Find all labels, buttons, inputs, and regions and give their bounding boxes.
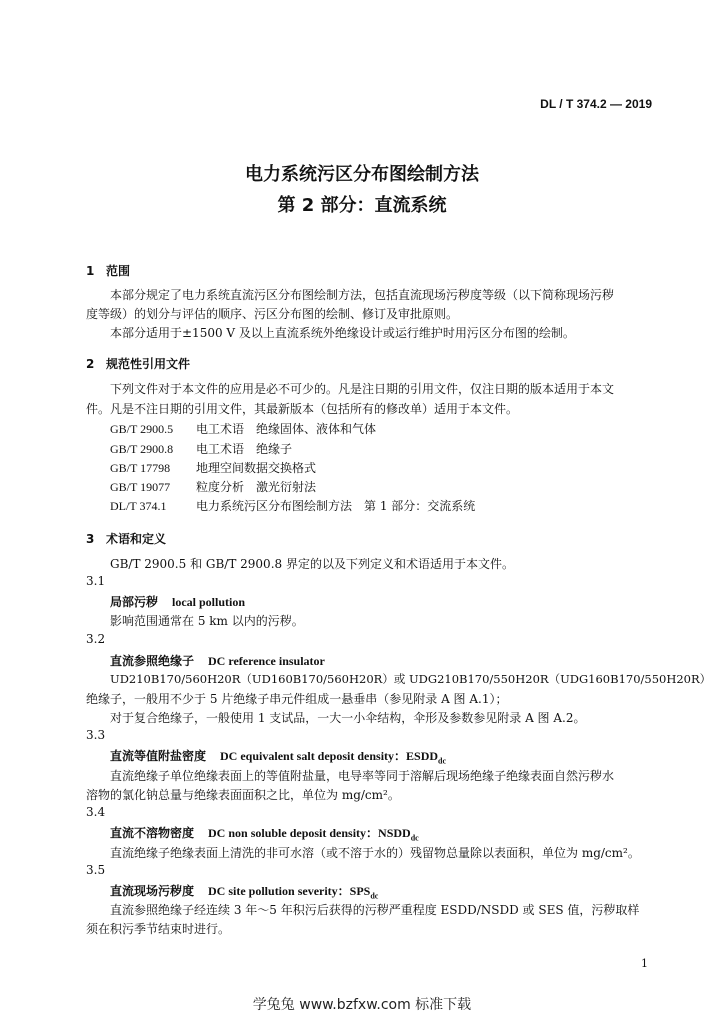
term-number: 3.1 xyxy=(86,574,106,588)
section-number: 2 xyxy=(86,357,95,371)
term-definition: 直流参照绝缘子经连续 3 年～5 年积污后获得的污秽严重程度 ESDD/NSDD 或 SES 值，污秽取样 xyxy=(110,903,640,917)
reference-item xyxy=(110,497,475,514)
term-definition: UD210B170/560H20R（UD160B170/560H20R）或 UDG210B170/550H20R（UDG160B170/550H20R） xyxy=(110,672,712,686)
term-chinese: 局部污秽 xyxy=(110,595,159,609)
term-chinese: 直流参照绝缘子 xyxy=(110,654,195,668)
term-subscript: dc xyxy=(410,833,419,843)
section-number: 3 xyxy=(86,532,95,546)
term-english xyxy=(208,884,379,901)
page-number: 1 xyxy=(641,957,648,970)
term-heading xyxy=(110,824,419,842)
paragraph-line: 件。凡是不注日期的引用文件，其最新版本（包括所有的修改单）适用于本文件。 xyxy=(86,402,519,416)
section-number: 1 xyxy=(86,264,95,278)
term-english xyxy=(208,826,419,843)
term-definition: 溶物的氯化钠总量与绝缘表面面积之比，单位为 mg/cm²。 xyxy=(86,788,400,802)
reference-item xyxy=(110,478,316,495)
term-chinese: 直流不溶物密度 xyxy=(110,826,195,840)
term-heading xyxy=(110,882,378,900)
paragraph-line: 度等级）的划分与评估的顺序、污区分布图的绘制、修订及审批原则。 xyxy=(86,307,459,321)
term-chinese: 直流等值附盐密度 xyxy=(110,749,207,763)
reference-code: GB/T 2900.8 xyxy=(110,442,174,456)
term-heading xyxy=(110,593,245,610)
term-english-text: DC equivalent salt deposit density：ESDD xyxy=(220,749,439,763)
paragraph-line: GB/T 2900.5 和 GB/T 2900.8 界定的以及下列定义和术语适用于本文件。 xyxy=(110,557,514,571)
term-number: 3.4 xyxy=(86,805,106,819)
term-subscript: dc xyxy=(370,891,379,901)
reference-title: 电工术语 绝缘子 xyxy=(196,442,293,456)
term-definition: 须在积污季节结束时进行。 xyxy=(86,922,231,936)
reference-item xyxy=(110,459,316,476)
section-title: 术语和定义 xyxy=(106,532,167,546)
paragraph-line: 本部分规定了电力系统直流污区分布图绘制方法，包括直流现场污秽度等级（以下简称现场污秽 xyxy=(110,288,615,302)
term-english: DC reference insulator xyxy=(208,654,325,668)
document-subtitle: 第 2 部分：直流系统 xyxy=(277,195,447,216)
reference-title: 粒度分析 激光衍射法 xyxy=(196,480,317,494)
reference-title: 电工术语 绝缘固体、液体和气体 xyxy=(196,422,377,436)
term-english xyxy=(220,749,447,766)
section-title: 范围 xyxy=(106,264,131,278)
section-title: 规范性引用文件 xyxy=(106,357,191,371)
term-number: 3.3 xyxy=(86,728,106,742)
term-english-text: DC site pollution severity：SPS xyxy=(208,884,371,898)
term-number: 3.2 xyxy=(86,632,106,646)
reference-item xyxy=(110,420,376,437)
section-2-heading xyxy=(86,355,190,372)
term-heading xyxy=(110,747,446,765)
reference-title: 地理空间数据交换格式 xyxy=(196,461,317,475)
term-english: local pollution xyxy=(172,595,246,609)
reference-title: 电力系统污区分布图绘制方法 第 1 部分：交流系统 xyxy=(196,499,476,513)
term-definition: 直流绝缘子单位绝缘表面上的等值附盐量，电导率等同于溶解后现场绝缘子绝缘表面自然污秽水 xyxy=(110,769,615,783)
term-definition: 对于复合绝缘子，一般使用 1 支试品，一大一小伞结构，伞形及参数参见附录 A 图 A.2。 xyxy=(110,711,586,725)
reference-code: DL/T 374.1 xyxy=(110,499,167,513)
section-3-heading xyxy=(86,530,166,547)
term-number: 3.5 xyxy=(86,863,106,877)
reference-code: GB/T 17798 xyxy=(110,461,171,475)
term-definition: 直流绝缘子绝缘表面上清洗的非可水溶（或不溶于水的）残留物总量除以表面积，单位为 mg/cm²。 xyxy=(110,846,640,860)
term-definition: 影响范围通常在 5 km 以内的污秽。 xyxy=(110,614,304,628)
term-chinese: 直流现场污秽度 xyxy=(110,884,195,898)
reference-code: GB/T 2900.5 xyxy=(110,422,174,436)
reference-code: GB/T 19077 xyxy=(110,480,171,494)
paragraph-line: 本部分适用于±1500 V 及以上直流系统外绝缘设计或运行维护时用污区分布图的绘制。 xyxy=(110,326,575,340)
standard-number: DL / T 374.2 — 2019 xyxy=(540,97,652,111)
section-1-heading xyxy=(86,262,130,279)
footer-watermark[interactable]: 学兔兔 www.bzfxw.com 标准下载 xyxy=(252,997,472,1013)
paragraph-line: 下列文件对于本文件的应用是必不可少的。凡是注日期的引用文件，仅注日期的版本适用于本文 xyxy=(110,382,615,396)
term-subscript: dc xyxy=(438,756,447,766)
term-english-text: DC non soluble deposit density：NSDD xyxy=(208,826,411,840)
term-definition: 绝缘子，一般用不少于 5 片绝缘子串元件组成一悬垂串（参见附录 A 图 A.1）； xyxy=(86,692,508,706)
term-heading xyxy=(110,652,325,669)
reference-item xyxy=(110,440,292,457)
document-title: 电力系统污区分布图绘制方法 xyxy=(245,164,479,185)
